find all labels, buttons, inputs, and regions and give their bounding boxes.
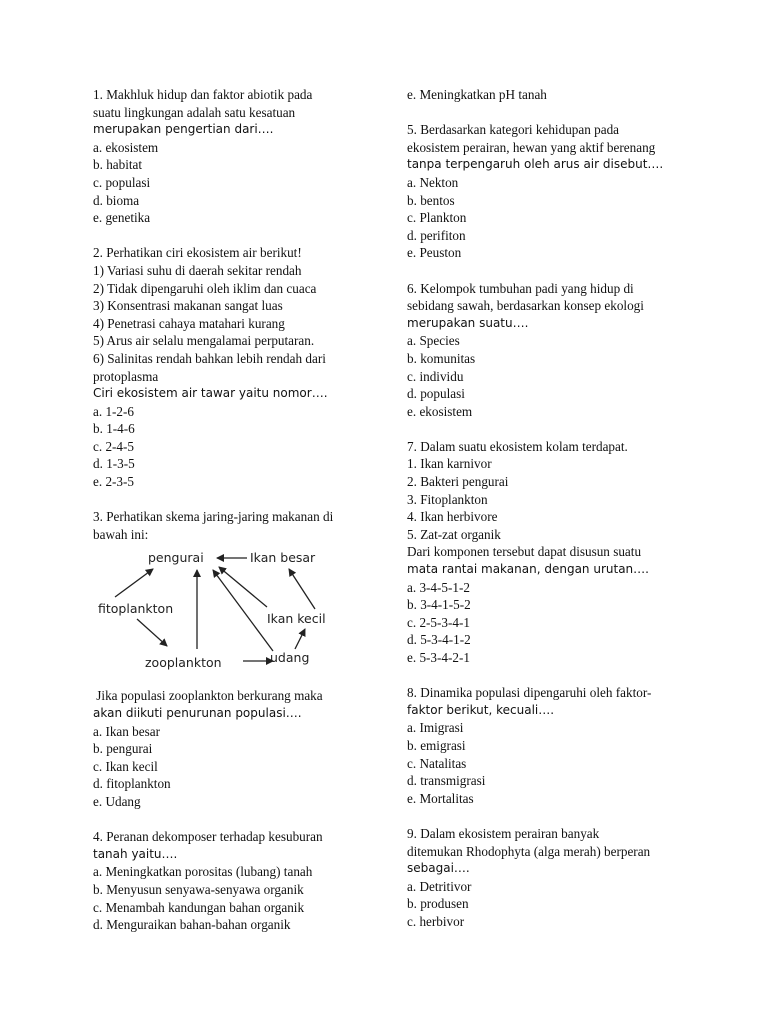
option-a: a. Ikan besar — [93, 723, 160, 739]
option-e: e. 5-3-4-2-1 — [407, 650, 470, 665]
statement: 5) Arus air selalu mengalamai perputaran. — [93, 333, 315, 349]
option-c: c. Natalitas — [407, 755, 467, 771]
option-d: d. 5-3-4-1-2 — [407, 632, 471, 648]
question-text: ditemukan Rhodophyta (alga merah) berperan — [407, 843, 651, 859]
question-text: 7. Dalam suatu ekosistem kolam terdapat. — [407, 438, 628, 454]
option-e: e. ekosistem — [407, 403, 473, 419]
question-text: 2. Perhatikan ciri ekosistem air berikut! — [93, 245, 302, 261]
option-a: a. 3-4-5-1-2 — [407, 579, 470, 595]
option-c: c. populasi — [93, 174, 151, 190]
question-2 — [93, 244, 368, 490]
component: 4. Ikan herbivore — [407, 509, 498, 525]
question-1 — [93, 86, 368, 227]
right-column — [407, 86, 707, 948]
question-7 — [407, 438, 707, 667]
option-b: b. bentos — [407, 192, 455, 208]
option-b: b. emigrasi — [407, 737, 466, 753]
statement: 2) Tidak dipengaruhi oleh iklim dan cuaca — [93, 280, 317, 296]
option-b: b. Menyusun senyawa-senyawa organik — [93, 881, 304, 897]
option-c: c. herbivor — [407, 913, 465, 929]
question-text: ekosistem perairan, hewan yang aktif berenang — [407, 139, 656, 155]
arrow-fitoplankton-to-pengurai — [115, 569, 153, 597]
question-text: 4. Peranan dekomposer terhadap kesuburan — [93, 829, 323, 845]
option-a: a. Detritivor — [407, 878, 472, 894]
question-text: tanah yaitu…. — [93, 846, 178, 861]
question-9 — [407, 825, 707, 931]
question-text: merupakan suatu…. — [407, 315, 529, 330]
option-c: c. Plankton — [407, 210, 467, 226]
question-text: merupakan pengertian dari…. — [93, 122, 274, 137]
question-4 — [93, 828, 368, 934]
question-text: tanpa terpengaruh oleh arus air disebut…. — [407, 157, 664, 172]
option-e: e. Meningkatkan pH tanah — [407, 87, 547, 102]
arrow-fitoplankton-to-zooplankton — [137, 619, 167, 646]
component: 1. Ikan karnivor — [407, 456, 492, 472]
option-d: d. fitoplankton — [93, 776, 171, 792]
arrow-udang-to-ikankecil — [295, 629, 305, 649]
question-4-continued — [407, 86, 707, 104]
option-a: a. 1-2-6 — [93, 403, 135, 419]
component: 2. Bakteri pengurai — [407, 474, 509, 490]
option-a: a. Meningkatkan porositas (lubang) tanah — [93, 864, 313, 880]
component: 5. Zat-zat organik — [407, 526, 501, 542]
question-6 — [407, 280, 707, 421]
option-c: c. individu — [407, 368, 464, 384]
option-a: a. Imigrasi — [407, 720, 464, 736]
option-d: d. bioma — [93, 192, 140, 208]
question-text: sebagai…. — [407, 861, 470, 876]
node-udang: udang — [270, 650, 310, 666]
question-8 — [407, 684, 707, 807]
option-c: c. Menambah kandungan bahan organik — [93, 899, 305, 915]
option-a: a. Species — [407, 333, 460, 349]
option-b: b. pengurai — [93, 741, 153, 757]
option-d: d. Menguraikan bahan-bahan organik — [93, 917, 291, 933]
option-b: b. komunitas — [407, 350, 476, 366]
option-e: e. 2-3-5 — [93, 474, 135, 490]
question-text: 6. Kelompok tumbuhan padi yang hidup di — [407, 280, 634, 296]
option-a: a. ekosistem — [93, 139, 159, 155]
node-zooplankton: zooplankton — [145, 655, 222, 671]
statement: protoplasma — [93, 368, 159, 384]
node-pengurai: pengurai — [148, 550, 204, 566]
question-text: mata rantai makanan, dengan urutan…. — [407, 562, 649, 577]
statement: 3) Konsentrasi makanan sangat luas — [93, 298, 283, 314]
question-text: bawah ini: — [93, 526, 149, 542]
question-3 — [93, 508, 368, 810]
question-text: akan diikuti penurunan populasi…. — [93, 706, 302, 721]
option-e: e. Mortalitas — [407, 790, 474, 806]
node-ikan-kecil: Ikan kecil — [267, 611, 326, 627]
question-text: suatu lingkungan adalah satu kesatuan — [93, 104, 296, 120]
left-column — [93, 86, 368, 951]
option-d: d. populasi — [407, 386, 465, 402]
question-text: 1. Makhluk hidup dan faktor abiotik pada — [93, 87, 313, 102]
option-b: b. 1-4-6 — [93, 421, 135, 437]
option-b: b. produsen — [407, 896, 469, 912]
option-d: d. perifiton — [407, 227, 466, 243]
question-text: 3. Perhatikan skema jaring-jaring makanan di — [93, 509, 334, 525]
question-text: sebidang sawah, berdasarkan konsep ekologi — [407, 298, 644, 314]
statement: 4) Penetrasi cahaya matahari kurang — [93, 315, 285, 331]
statement: 1) Variasi suhu di daerah sekitar rendah — [93, 262, 302, 278]
option-c: c. 2-4-5 — [93, 438, 135, 454]
option-d: d. 1-3-5 — [93, 456, 135, 472]
option-d: d. transmigrasi — [407, 773, 486, 789]
statement: 6) Salinitas rendah bahkan lebih rendah dari — [93, 350, 326, 366]
question-text: Ciri ekosistem air tawar yaitu nomor…. — [93, 386, 328, 401]
option-c: c. 2-5-3-4-1 — [407, 614, 470, 630]
option-e: e. Peuston — [407, 245, 462, 261]
option-e: e. genetika — [93, 210, 151, 226]
component: 3. Fitoplankton — [407, 491, 488, 507]
node-fitoplankton: fitoplankton — [98, 601, 174, 617]
option-b: b. habitat — [93, 157, 143, 173]
question-text: 8. Dinamika populasi dipengaruhi oleh faktor- — [407, 685, 652, 701]
option-b: b. 3-4-1-5-2 — [407, 597, 471, 613]
arrow-udang-to-pengurai — [213, 570, 273, 651]
food-web-diagram — [95, 545, 345, 671]
node-ikan-besar: Ikan besar — [250, 550, 316, 566]
question-text: faktor berikut, kecuali…. — [407, 702, 555, 717]
arrow-ikankecil-to-ikanbesar — [289, 569, 315, 609]
question-5 — [407, 121, 707, 262]
question-text: Dari komponen tersebut dapat disusun suatu — [407, 544, 642, 560]
question-text: 5. Berdasarkan kategori kehidupan pada — [407, 122, 620, 138]
question-text: Jika populasi zooplankton berkurang maka — [93, 688, 323, 704]
option-a: a. Nekton — [407, 174, 459, 190]
option-e: e. Udang — [93, 794, 141, 809]
question-text: 9. Dalam ekosistem perairan banyak — [407, 825, 600, 841]
option-c: c. Ikan kecil — [93, 758, 158, 774]
